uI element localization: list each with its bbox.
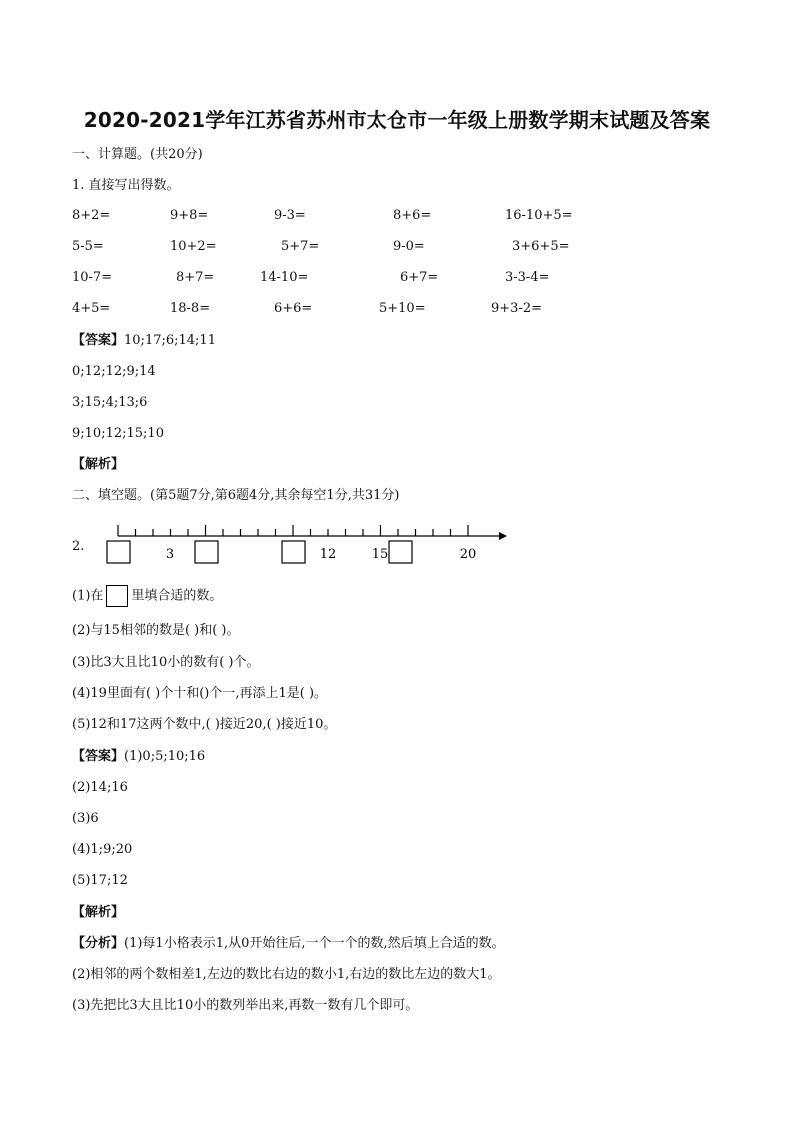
answer-line: 3;15;4;13;6 <box>72 395 148 410</box>
q2-sub4: (4)19里面有( )个十和()个一,再添上1是( )。 <box>72 686 328 701</box>
q2-sub3: (3)比3大且比10小的数有( )个。 <box>72 655 260 670</box>
q2-sub2: (2)与15相邻的数是( )和( )。 <box>72 623 240 638</box>
problem: 5+7= <box>281 239 320 254</box>
number-line-arrow <box>499 532 507 540</box>
document-title: 2020-2021学年江苏省苏州市太仓市一年级上册数学期末试题及答案 <box>83 108 711 132</box>
analysis-line: (3)先把比3大且比10小的数列举出来,再数一数有几个即可。 <box>72 998 419 1013</box>
analysis-tag: 【解析】 <box>72 905 125 920</box>
answer-box[interactable] <box>107 541 130 563</box>
problem: 6+7= <box>400 270 439 285</box>
problem: 9-3= <box>274 208 306 223</box>
answer-text: 10;17;6;14;11 <box>124 333 216 348</box>
inline-answer-box <box>106 585 128 607</box>
tick-label: 20 <box>459 547 477 562</box>
problem: 14-10= <box>260 270 309 285</box>
answer-box[interactable] <box>195 541 218 563</box>
problem: 18-8= <box>170 301 211 316</box>
problem: 3-3-4= <box>505 270 550 285</box>
problem: 10+2= <box>170 239 217 254</box>
problem: 5-5= <box>72 239 104 254</box>
problem: 9-0= <box>393 239 425 254</box>
tick-label: 15 <box>371 547 389 562</box>
problem: 4+5= <box>72 301 111 316</box>
problem: 8+6= <box>393 208 432 223</box>
number-line-ticks <box>118 525 468 536</box>
problem: 10-7= <box>72 270 113 285</box>
problem: 5+10= <box>379 301 426 316</box>
answer-line: (4)1;9;20 <box>72 842 133 857</box>
problem: 6+6= <box>274 301 313 316</box>
q1-label: 1. 直接写出得数。 <box>72 178 180 193</box>
answer-line: (2)14;16 <box>72 780 128 795</box>
problem: 8+7= <box>176 270 215 285</box>
section2-heading: 二、填空题。(第5题7分,第6题4分,其余每空1分,共31分) <box>72 488 400 503</box>
analysis-line <box>72 935 505 953</box>
answer-box[interactable] <box>389 541 412 563</box>
answer-line: 9;10;12;15;10 <box>72 426 164 441</box>
analysis-line: (2)相邻的两个数相差1,左边的数比右边的数小1,右边的数比左边的数大1。 <box>72 967 501 982</box>
analysis-tag: 【解析】 <box>72 457 125 472</box>
problem: 3+6+5= <box>512 239 570 254</box>
answer-tag: 【答案】 <box>72 749 125 764</box>
problem: 9+3-2= <box>491 301 542 316</box>
analysis-text: (1)每1小格表示1,从0开始往后,一个一个的数,然后填上合适的数。 <box>124 936 505 951</box>
sub1-pre: (1)在 <box>72 588 104 604</box>
answer-tag: 【答案】 <box>72 333 125 348</box>
tick-label: 12 <box>319 547 337 562</box>
q2-label: 2. <box>72 539 85 554</box>
fenxi-tag: 【分析】 <box>72 936 125 951</box>
tick-label: 3 <box>165 547 175 562</box>
answer-line <box>72 748 205 766</box>
q2-sub5: (5)12和17这两个数中,( )接近20,( )接近10。 <box>72 717 337 732</box>
answer-box[interactable] <box>282 541 305 563</box>
answer-line: (5)17;12 <box>72 873 128 888</box>
problem: 16-10+5= <box>505 208 573 223</box>
answer-line: 0;12;12;9;14 <box>72 364 156 379</box>
answer-text: (1)0;5;10;16 <box>124 749 206 764</box>
q2-sub1 <box>72 585 222 607</box>
problem: 9+8= <box>170 208 209 223</box>
sub1-post: 里填合适的数。 <box>131 588 223 604</box>
section1-heading: 一、计算题。(共20分) <box>72 147 203 162</box>
problem: 8+2= <box>72 208 111 223</box>
answer-line: (3)6 <box>72 811 99 826</box>
